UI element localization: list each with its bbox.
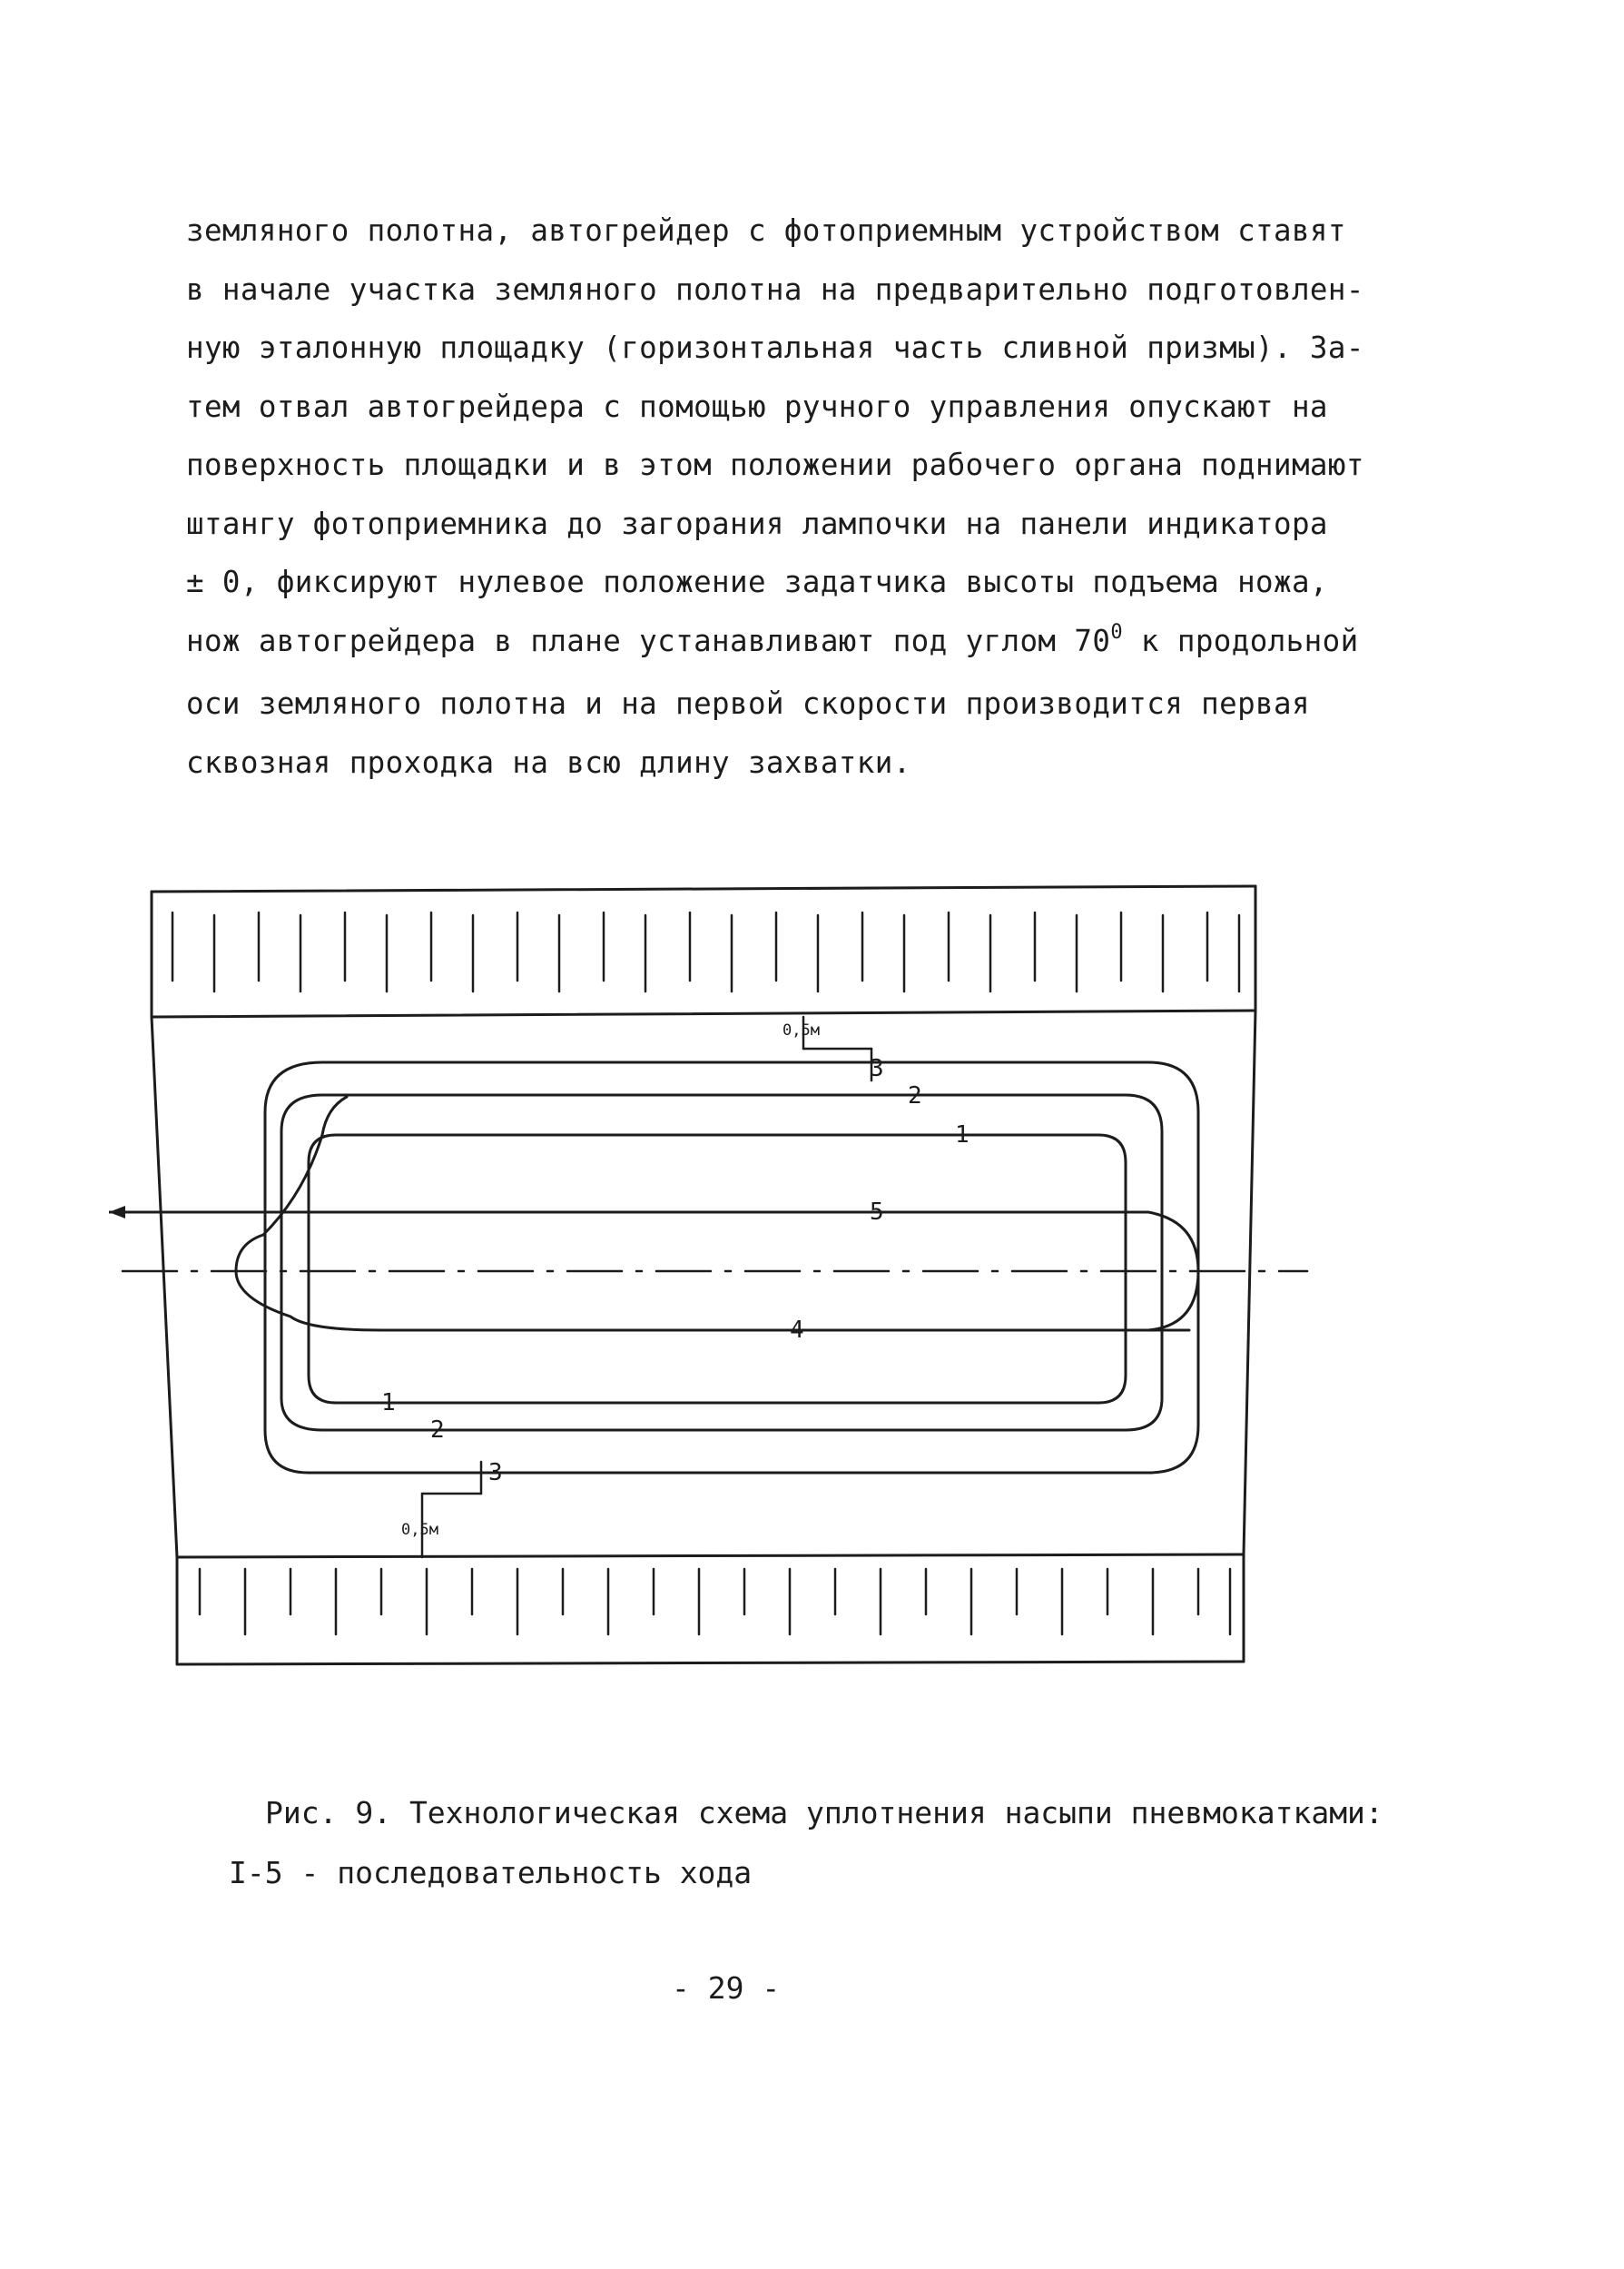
pass-label-1-top: 1 bbox=[955, 1121, 969, 1149]
pass-label-2-top: 2 bbox=[908, 1082, 922, 1110]
offset-label-bottom: 0,5м bbox=[401, 1521, 438, 1539]
degree-superscript: 0 bbox=[1110, 620, 1123, 644]
bottom-edge-line bbox=[177, 1554, 1244, 1557]
pass-label-1-bottom: 1 bbox=[381, 1389, 396, 1416]
offset-label-top: 0,5м bbox=[782, 1021, 820, 1040]
text-line: в начале участка земляного полотна на предварительно подготовлен- bbox=[186, 271, 1364, 307]
compaction-scheme-figure bbox=[109, 881, 1316, 1698]
pass-label-3-bottom: 3 bbox=[488, 1459, 503, 1486]
text-line: тем отвал автогрейдера с помощью ручного управления опускают на bbox=[186, 389, 1328, 424]
caption-legend: I-5 - последовательность хода bbox=[229, 1855, 753, 1890]
pass-label-3-top: 3 bbox=[870, 1055, 884, 1082]
offset-marker-bottom bbox=[422, 1462, 481, 1557]
bottom-slope-line bbox=[177, 1662, 1244, 1664]
bottom-slope-hatching bbox=[200, 1569, 1230, 1634]
text-line bbox=[186, 612, 1403, 676]
pass-label-5: 5 bbox=[870, 1199, 884, 1226]
compaction-scheme-drawing bbox=[109, 881, 1316, 1698]
text-line: штангу фотоприемника до загорания лампочки на панели индикатора bbox=[186, 506, 1328, 541]
pass-label-4: 4 bbox=[790, 1317, 804, 1344]
page-number: - 29 - bbox=[672, 1970, 781, 2006]
text-line: земляного полотна, автогрейдер с фотоприемным устройством ставят bbox=[186, 213, 1346, 248]
travel-direction-arrow bbox=[109, 1206, 125, 1218]
top-slope-line bbox=[152, 886, 1255, 892]
caption-title: Рис. 9. Технологическая схема уплотнения насыпи пневмокатками: bbox=[265, 1795, 1383, 1830]
top-slope-hatching bbox=[172, 913, 1239, 991]
pass-2-path bbox=[281, 1095, 1162, 1430]
body-paragraph bbox=[186, 202, 1403, 792]
text-fragment: нож автогрейдера в плане устанавливают под углом 70 bbox=[186, 623, 1111, 658]
text-line: поверхность площадки и в этом положении рабочего органа поднимают bbox=[186, 448, 1364, 482]
text-line: ± 0, фиксируют нулевое положение задатчика высоты подъема ножа, bbox=[186, 565, 1328, 599]
text-line: ную эталонную площадку (горизонтальная часть сливной призмы). За- bbox=[186, 330, 1364, 365]
pass-1-path bbox=[309, 1135, 1126, 1403]
top-edge-line bbox=[152, 1011, 1255, 1017]
pass-label-2-bottom: 2 bbox=[430, 1416, 445, 1444]
text-line: оси земляного полотна и на первой скорости производится первая bbox=[186, 686, 1310, 721]
text-line: сквозная проходка на всю длину захватки. bbox=[186, 745, 911, 780]
text-fragment: к продольной bbox=[1122, 623, 1359, 658]
pass-3-path bbox=[265, 1062, 1198, 1473]
